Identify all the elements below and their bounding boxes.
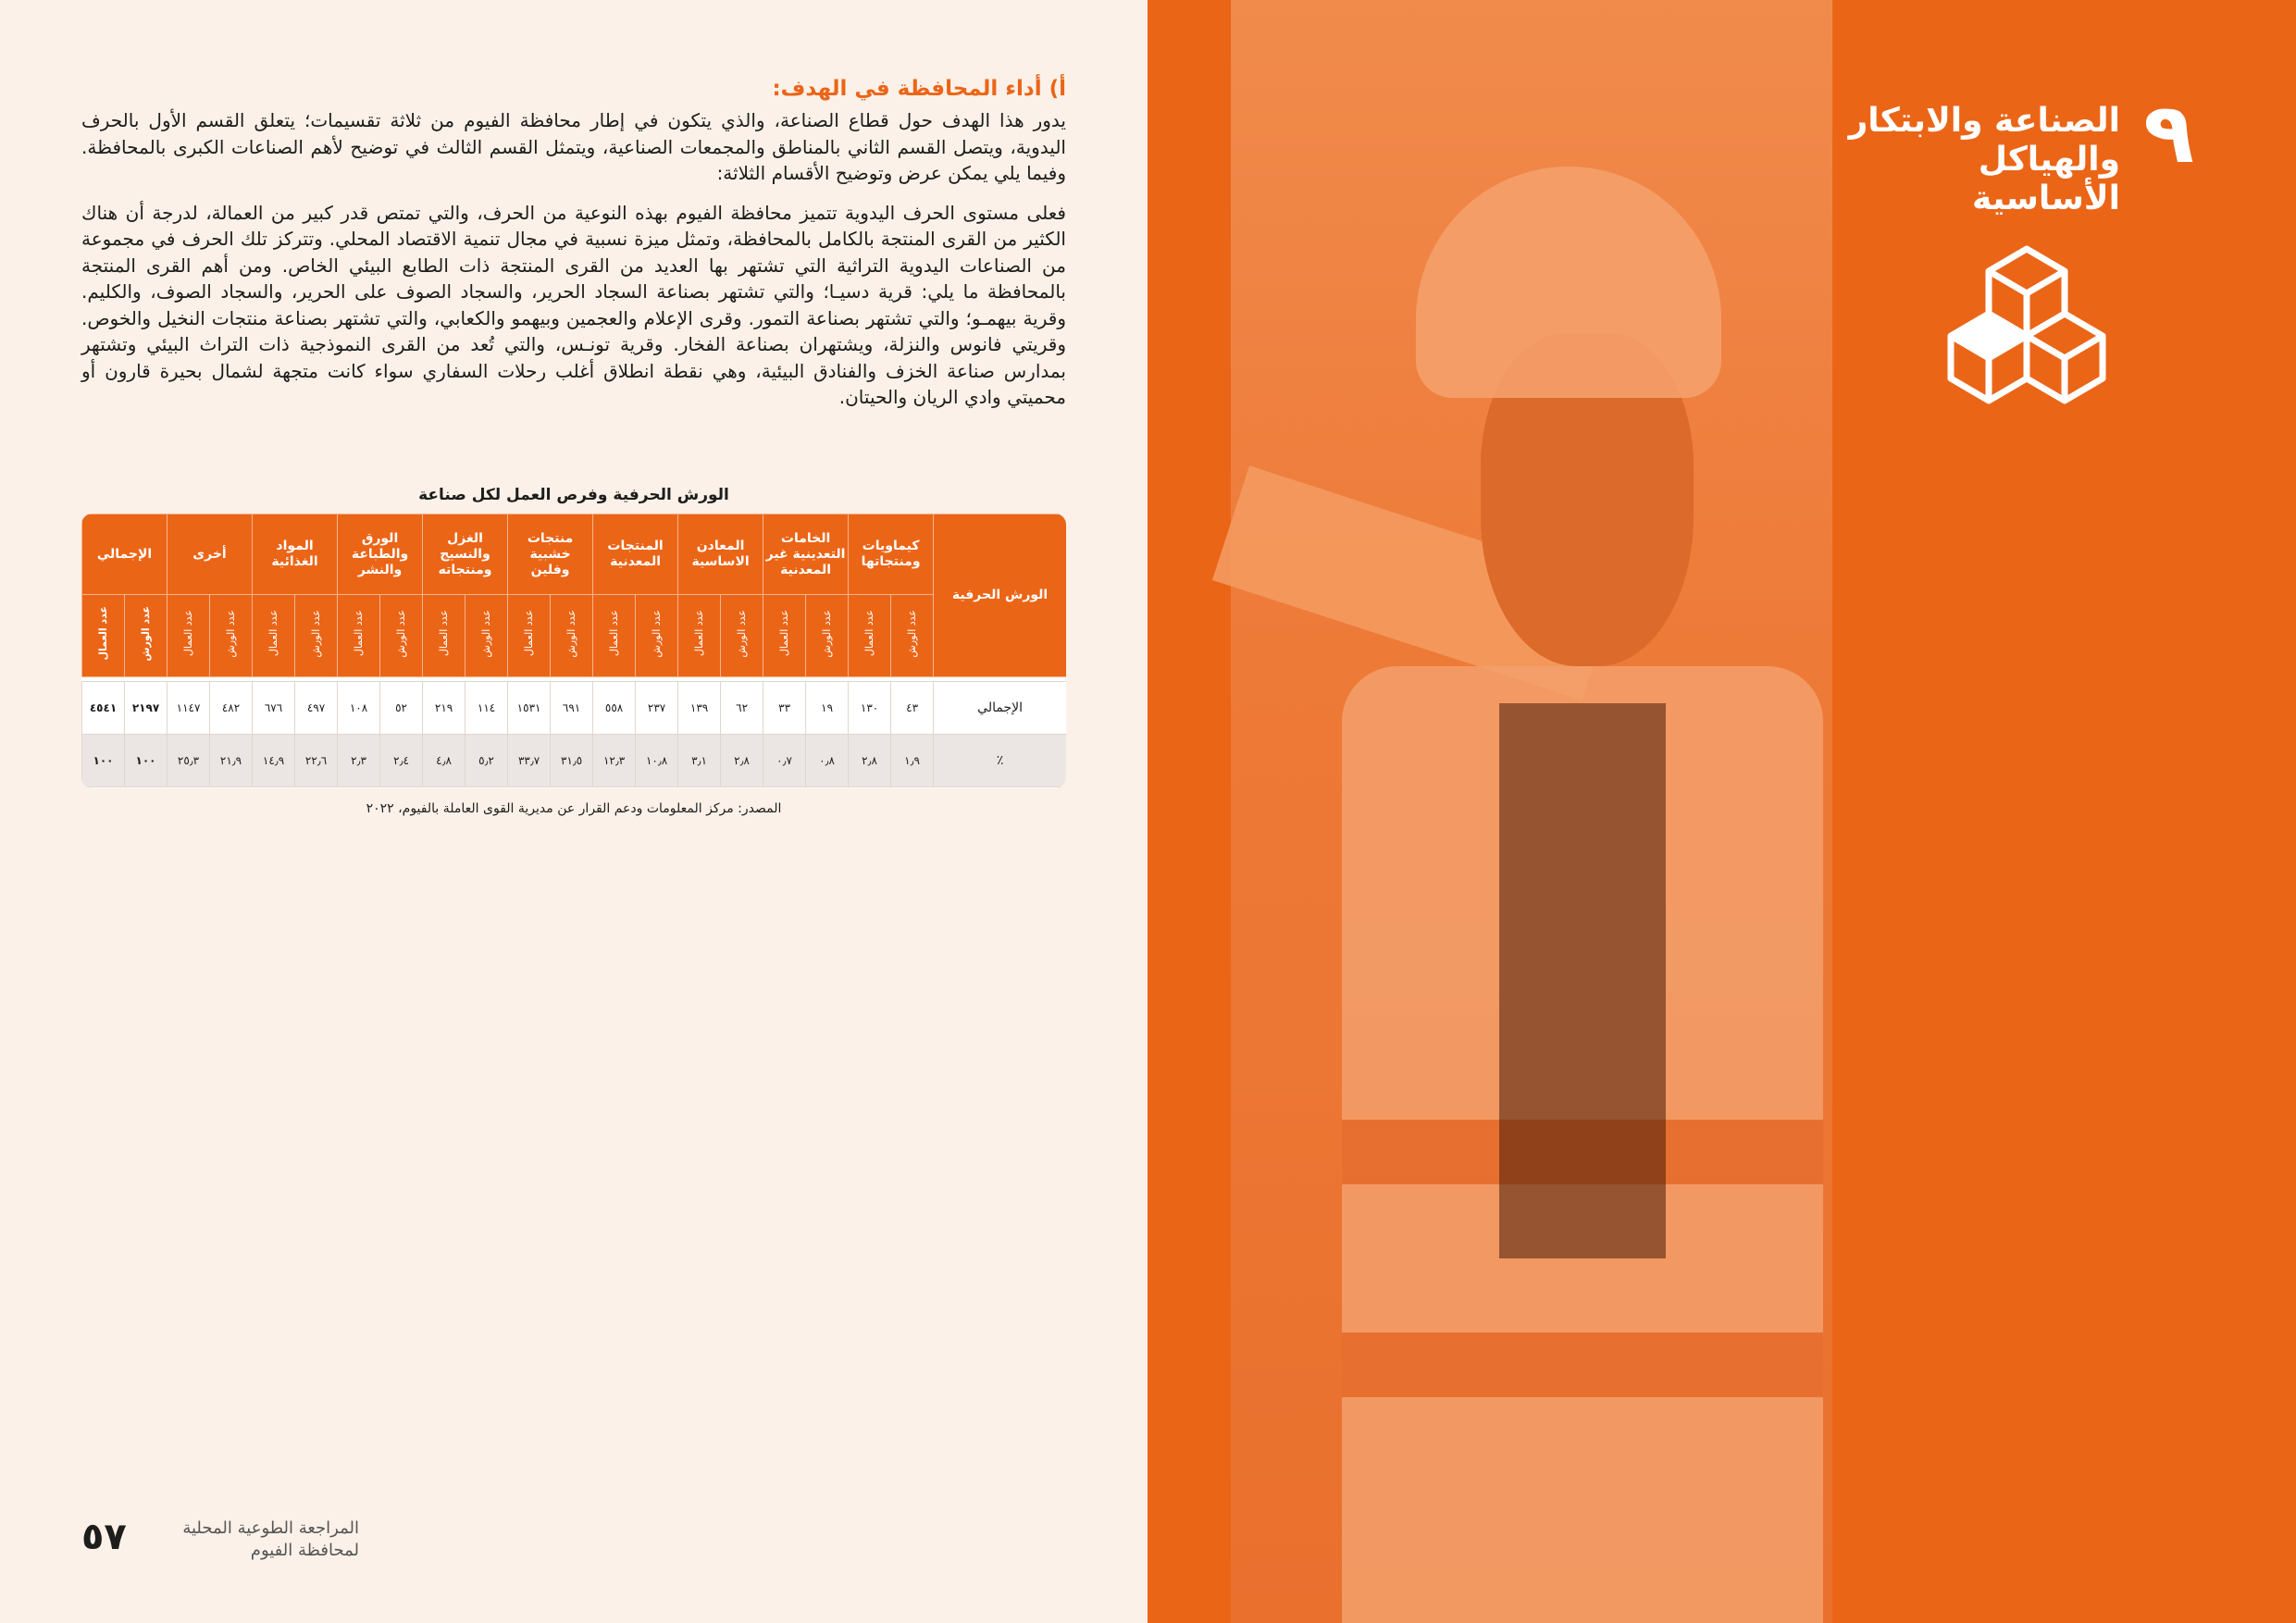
table-cell: ١٣٩: [678, 682, 721, 735]
table-cell: ١٣٠: [849, 682, 891, 735]
table-cell: ٢٢٫٦: [295, 735, 338, 787]
table-cell: ٦٩١: [551, 682, 593, 735]
subheader-workers: عدد العمال: [253, 595, 295, 677]
table-cell: ٢١٩: [423, 682, 465, 735]
footer-line-1: المراجعة الطوعية المحلية: [182, 1518, 359, 1538]
table-cell: ١٢٫٣: [593, 735, 636, 787]
shirt-shape: [1499, 703, 1666, 1258]
paragraph-intro: يدور هذا الهدف حول قطاع الصناعة، والذي يتكون في إطار محافظة الفيوم من ثلاثة تقسيمات؛ يتعلق القسم الأول بالحرف اليدوية، ويتصل القسم الثاني بالمناطق والمجمعات الصناعية، ويتمثل القسم الثالث في توضيح لأهم الصناعات الكبرى بالمحافظة. وفيما يلي يمكن عرض وتوضيح الأقسام الثلاثة:: [81, 109, 1066, 184]
table-title: الورش الحرفية وفرص العمل لكل صناعة: [418, 486, 729, 504]
subheader-workers: عدد العمال: [763, 595, 806, 677]
group-header: الخامات التعدينية غير المعدنية: [763, 514, 849, 595]
subheader-workshops: عدد الورش: [125, 595, 168, 677]
subheader-workshops: عدد الورش: [721, 595, 763, 677]
table-cell: ٤٣: [891, 682, 934, 735]
table-cell: ٥٢: [380, 682, 423, 735]
group-header: الإجمالي: [82, 514, 168, 595]
table-cell: ٢٫٤: [380, 735, 423, 787]
group-header: منتجات خشبية وفلين: [508, 514, 593, 595]
group-header: الورق والطباعة والنشر: [338, 514, 423, 595]
table-cell: ٤٥٤١: [82, 682, 125, 735]
paragraph-crafts: فعلى مستوى الحرف اليدوية تتميز محافظة الفيوم بهذه النوعية من الحرف، والتي تمتص قدر كبير من العمالة، لدرجة أن هناك الكثير من القرى المنتجة بالكامل بالمحافظة، وتمثل ميزة نسبية في مجال تنمية الاقتصاد المحلي. وتتركز تلك الحرف في مجموعة من الصناعات اليدوية التراثية التي تشتهر بها العديد من القرى المنتجة ذات الطابع البيئي الخاص. ومن أهم القرى المنتجة بالمحافظة ما يلي: قرية دسيـا؛ والتي تشتهر بصناعة السجاد الحرير، والسجاد الصوف على الحرير، والسجاد الصوف، والكليم. وقرية بيهمـو؛ والتي تشتهر بصناعة التمور. وقرى الإعلام والعجمين وبيهمو والكعابي، والتي تشتهر بصناعة منتجات النخيل والخوص. وقريتي فانوس والنزلة، ويشتهران بصناعة الفخار. وقرية تونـس، والتي تُعد من القرى النموذجية ذات التراث البيئي وتشتهر بمدارس صناعة الخزف والفنادق البيئية، وهي نقطة انطلاق أغلب رحلات السفاري سواء كانت متجهة لشمال بحيرة قارون أو محميتي وادي الريان والحيتان.: [81, 201, 1066, 408]
sdg-number: ٩: [2143, 85, 2194, 182]
table-cell: ١٩: [806, 682, 849, 735]
subheader-workshops: عدد الورش: [210, 595, 253, 677]
footer-line-2: لمحافظة الفيوم: [250, 1541, 359, 1560]
table-cell: ٥٥٨: [593, 682, 636, 735]
subheader-workers: عدد العمال: [423, 595, 465, 677]
subheader-workers: عدد العمال: [338, 595, 380, 677]
table-cell: ١٠٠: [125, 735, 168, 787]
table-cell: ١٠٨: [338, 682, 380, 735]
subheader-workers: عدد العمال: [82, 595, 125, 677]
table-cell: ٤٫٨: [423, 735, 465, 787]
group-header: أخرى: [168, 514, 253, 595]
subheader-workers: عدد العمال: [168, 595, 210, 677]
vest-stripe: [1342, 1332, 1823, 1397]
table-row: [82, 735, 1067, 787]
table-cell: ١٤٫٩: [253, 735, 295, 787]
helmet-shape: [1416, 167, 1721, 398]
subheader-workshops: عدد الورش: [465, 595, 508, 677]
table-cell: ١٠٠: [82, 735, 125, 787]
table-cell: ٤٨٢: [210, 682, 253, 735]
subheader-workshops: عدد الورش: [806, 595, 849, 677]
table-cell: ٥٫٢: [465, 735, 508, 787]
group-header: المعادن الاساسية: [678, 514, 763, 595]
table-row: [82, 682, 1067, 735]
subheader-workers: عدد العمال: [678, 595, 721, 677]
table-cell: ٢١٩٧: [125, 682, 168, 735]
table-cell: ٦٧٦: [253, 682, 295, 735]
subheader-workshops: عدد الورش: [551, 595, 593, 677]
subheader-workshops: عدد الورش: [295, 595, 338, 677]
row-label: ٪: [934, 735, 1066, 787]
crafts-table-container: [81, 514, 1066, 788]
page-number: ٥٧: [81, 1516, 127, 1558]
source-note: المصدر: مركز المعلومات ودعم القرار عن مديرية القوى العاملة بالفيوم، ٢٠٢٢: [366, 801, 782, 816]
group-header: كيماويات ومنتجاتها: [849, 514, 934, 595]
group-header: المنتجات المعدنية: [593, 514, 678, 595]
group-header: المواد الغذائية: [253, 514, 338, 595]
table-header-sub: [82, 595, 1067, 677]
subheader-workshops: عدد الورش: [891, 595, 934, 677]
table-cell: ٢٣٧: [636, 682, 678, 735]
subheader-workers: عدد العمال: [849, 595, 891, 677]
table-cell: ٣٣٫٧: [508, 735, 551, 787]
table-cell: ١٥٣١: [508, 682, 551, 735]
right-page: [1148, 0, 2296, 1623]
table-cell: ٢٥٫٣: [168, 735, 210, 787]
table-cell: ٣٫١: [678, 735, 721, 787]
section-content: [81, 74, 1066, 424]
table-cell: ٢٫٣: [338, 735, 380, 787]
row-header: الورش الحرفية: [934, 514, 1066, 677]
table-cell: ٤٩٧: [295, 682, 338, 735]
table-cell: ٠٫٨: [806, 735, 849, 787]
table-cell: ٢٫٨: [721, 735, 763, 787]
sdg-title: الصناعة والابتكار والهياكل الأساسية: [1848, 102, 2120, 217]
table-cell: ١٫٩: [891, 735, 934, 787]
crafts-table: [81, 514, 1066, 787]
table-cell: ٢٫٨: [849, 735, 891, 787]
table-cell: ١١٤٧: [168, 682, 210, 735]
table-cell: ١٠٫٨: [636, 735, 678, 787]
cubes-icon: [1937, 245, 2117, 426]
subheader-workers: عدد العمال: [593, 595, 636, 677]
subheader-workshops: عدد الورش: [380, 595, 423, 677]
table-cell: ١١٤: [465, 682, 508, 735]
table-header-groups: [82, 514, 1067, 595]
table-cell: ٣١٫٥: [551, 735, 593, 787]
footer-title: [155, 1518, 359, 1562]
subheader-workers: عدد العمال: [508, 595, 551, 677]
worker-photo: [1231, 0, 1832, 1623]
table-cell: ٢١٫٩: [210, 735, 253, 787]
subheader-workshops: عدد الورش: [636, 595, 678, 677]
table-cell: ٣٣: [763, 682, 806, 735]
group-header: الغزل والنسيج ومنتجاته: [423, 514, 508, 595]
section-heading: أ) أداء المحافظة في الهدف:: [772, 77, 1066, 101]
table-cell: ٠٫٧: [763, 735, 806, 787]
row-label: الإجمالي: [934, 682, 1066, 735]
table-cell: ٦٢: [721, 682, 763, 735]
